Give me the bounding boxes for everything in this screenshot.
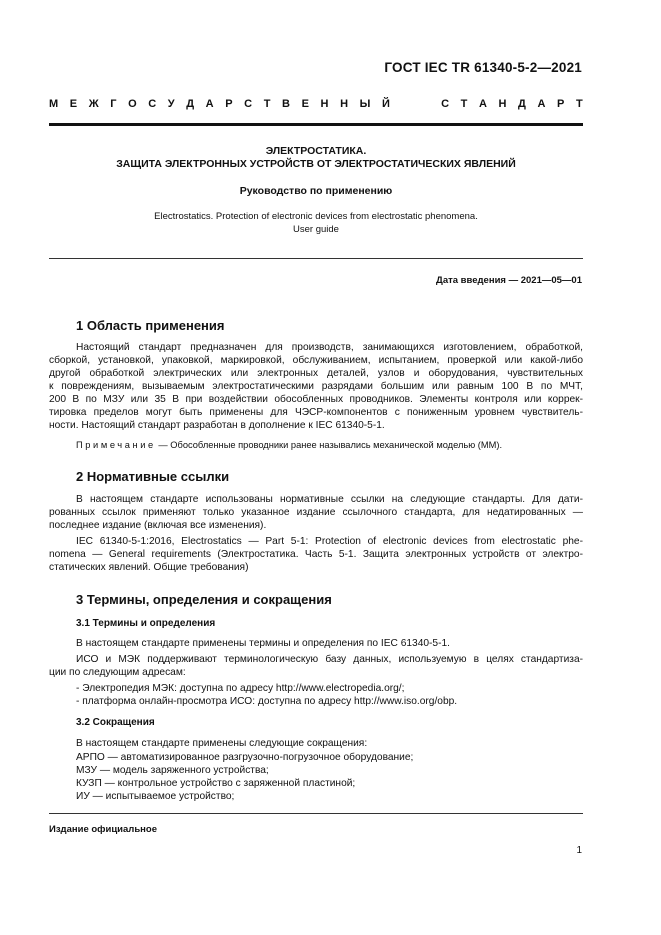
banner-letter: Р — [225, 98, 233, 110]
subsection-3-1-paragraph — [49, 653, 583, 679]
banner-letter: С — [244, 98, 253, 110]
banner-letter: А — [205, 98, 214, 110]
subsection-3-1-line: ции по следующим адресам: — [49, 667, 186, 678]
section-1-line: 200 В по МЗУ или 35 В при воздействии обособленных проводников. Элементы контроля или коррек- — [49, 394, 583, 405]
section-1-paragraph — [49, 341, 583, 432]
header-rule-thick — [49, 123, 583, 126]
banner-letter: Д — [518, 98, 526, 110]
banner-letter: Н — [340, 98, 349, 110]
section-1-heading: 1 Область применения — [76, 318, 225, 333]
section-1-line: ности. Настоящий стандарт разработан в дополнение к IEC 61340-5-1. — [49, 420, 385, 431]
section-1-note — [76, 439, 502, 452]
note-text: — Обособленные проводники ранее назывались механической моделью (ММ). — [155, 440, 503, 450]
section-2-paragraph-1 — [49, 493, 583, 532]
document-number: ГОСТ IEC TR 61340-5-2—2021 — [384, 60, 582, 75]
section-3-heading: 3 Термины, определения и сокращения — [76, 592, 332, 607]
section-1-line: другой обработкой электрических или электронных деталей, узлов и оборудования, чувствительных — [49, 368, 583, 379]
subsection-3-1-line: ИСО и МЭК поддерживают терминологическую базу данных, используемую в целях стандартиза- — [76, 654, 583, 665]
english-title — [49, 211, 583, 236]
banner-letter: Г — [110, 98, 117, 110]
official-edition-label: Издание официальное — [49, 824, 157, 835]
section-2-line: рованных ссылок применяют только указанное издание ссылочного стандарта, для недатированных — — [49, 507, 583, 518]
subsection-3-2-heading: 3.2 Сокращения — [76, 717, 155, 728]
document-subtitle: Руководство по применению — [239, 185, 393, 197]
title-line-2: ЗАЩИТА ЭЛЕКТРОННЫХ УСТРОЙСТВ ОТ ЭЛЕКТРОСТАТИЧЕСКИХ ЯВЛЕНИЙ — [116, 158, 516, 170]
document-title — [49, 145, 583, 171]
banner-letter: О — [128, 98, 137, 110]
section-1-line: сборкой, установкой, упаковкой, маркировкой, обслуживанием, испытанием, проверкой или какой-либо — [49, 355, 583, 366]
banner-letter: М — [49, 98, 59, 110]
bullet-item-iso-obp: - платформа онлайн-просмотра ИСО: доступна по адресу http://www.iso.org/obp. — [76, 696, 458, 707]
banner-letter: Ж — [88, 98, 99, 110]
section-2-line: IEC 61340-5-1:2016, Electrostatics — Part 5-1: Protection of electronic devices from electrostatic phe- — [76, 536, 583, 547]
banner-letter: У — [167, 98, 175, 110]
banner-letter: Т — [575, 98, 583, 110]
bullet-item-electropedia: - Электропедия МЭК: доступна по адресу http://www.electropedia.org/; — [76, 683, 405, 694]
section-2-line: последнее издание (включая все изменения). — [49, 520, 267, 531]
subsection-3-1-heading: 3.1 Термины и определения — [76, 618, 216, 629]
banner-letter: А — [537, 98, 546, 110]
section-1-line: тировка пределов могут быть применены для ЧЭСР-компонентов с пониженным уровнем чувствитель- — [49, 407, 583, 418]
banner-letter: Н — [320, 98, 329, 110]
banner-letter: Н — [498, 98, 507, 110]
abbreviations-intro: В настоящем стандарте применены следующие сокращения: — [76, 738, 368, 749]
section-1-line: к повреждениям, вызываемым электростатическими разрядами большим или равным 100 В по МЧТ, — [49, 381, 583, 392]
abbreviation-item: МЗУ — модель заряженного устройства; — [76, 765, 269, 776]
abbreviation-item: ИУ — испытываемое устройство; — [76, 791, 235, 802]
banner-letter: Е — [69, 98, 78, 110]
banner-letter: Ы — [359, 98, 371, 110]
english-title-line-1: Electrostatics. Protection of electronic devices from electrostatic phenomena. — [154, 211, 478, 222]
footer-rule — [49, 813, 583, 814]
banner-letter: Й — [381, 98, 390, 110]
banner-letter: В — [282, 98, 290, 110]
banner-letter: Т — [263, 98, 271, 110]
page-number: 1 — [576, 845, 582, 856]
section-2-line: статических явлений. Общие требования) — [49, 562, 249, 573]
subsection-3-1-line: В настоящем стандарте применены термины и определения по IEC 61340-5-1. — [76, 638, 450, 649]
abbreviation-item: АРПО — автоматизированное разгрузочно-погрузочное оборудование; — [76, 752, 414, 763]
section-2-heading: 2 Нормативные ссылки — [76, 469, 230, 484]
interstate-standard-banner — [49, 98, 583, 110]
banner-gap — [401, 98, 429, 110]
title-line-1: ЭЛЕКТРОСТАТИКА. — [265, 145, 367, 157]
section-2-line: В настоящем стандарте использованы нормативные ссылки на следующие стандарты. Для дати- — [76, 494, 583, 505]
note-label: Примечание — [76, 440, 156, 450]
english-title-line-2: User guide — [293, 223, 339, 235]
abbreviation-item: КУЗП — контрольное устройство с заряженной пластиной; — [76, 778, 356, 789]
banner-letter: А — [478, 98, 487, 110]
title-rule — [49, 258, 583, 259]
section-2-paragraph-2 — [49, 535, 583, 574]
banner-letter: С — [441, 98, 450, 110]
banner-letter: Р — [557, 98, 565, 110]
introduction-date: Дата введения — 2021—05—01 — [436, 275, 582, 286]
banner-letter: Е — [301, 98, 309, 110]
banner-letter: С — [148, 98, 157, 110]
banner-letter: Д — [186, 98, 195, 110]
section-1-line: Настоящий стандарт предназначен для производств, занимающихся изготовлением, обработкой, — [76, 342, 583, 353]
section-2-line: nomena — General requirements (Электростатика. Часть 5-1. Защита электронных устройств от электро- — [49, 549, 583, 560]
banner-letter: Т — [460, 98, 468, 110]
